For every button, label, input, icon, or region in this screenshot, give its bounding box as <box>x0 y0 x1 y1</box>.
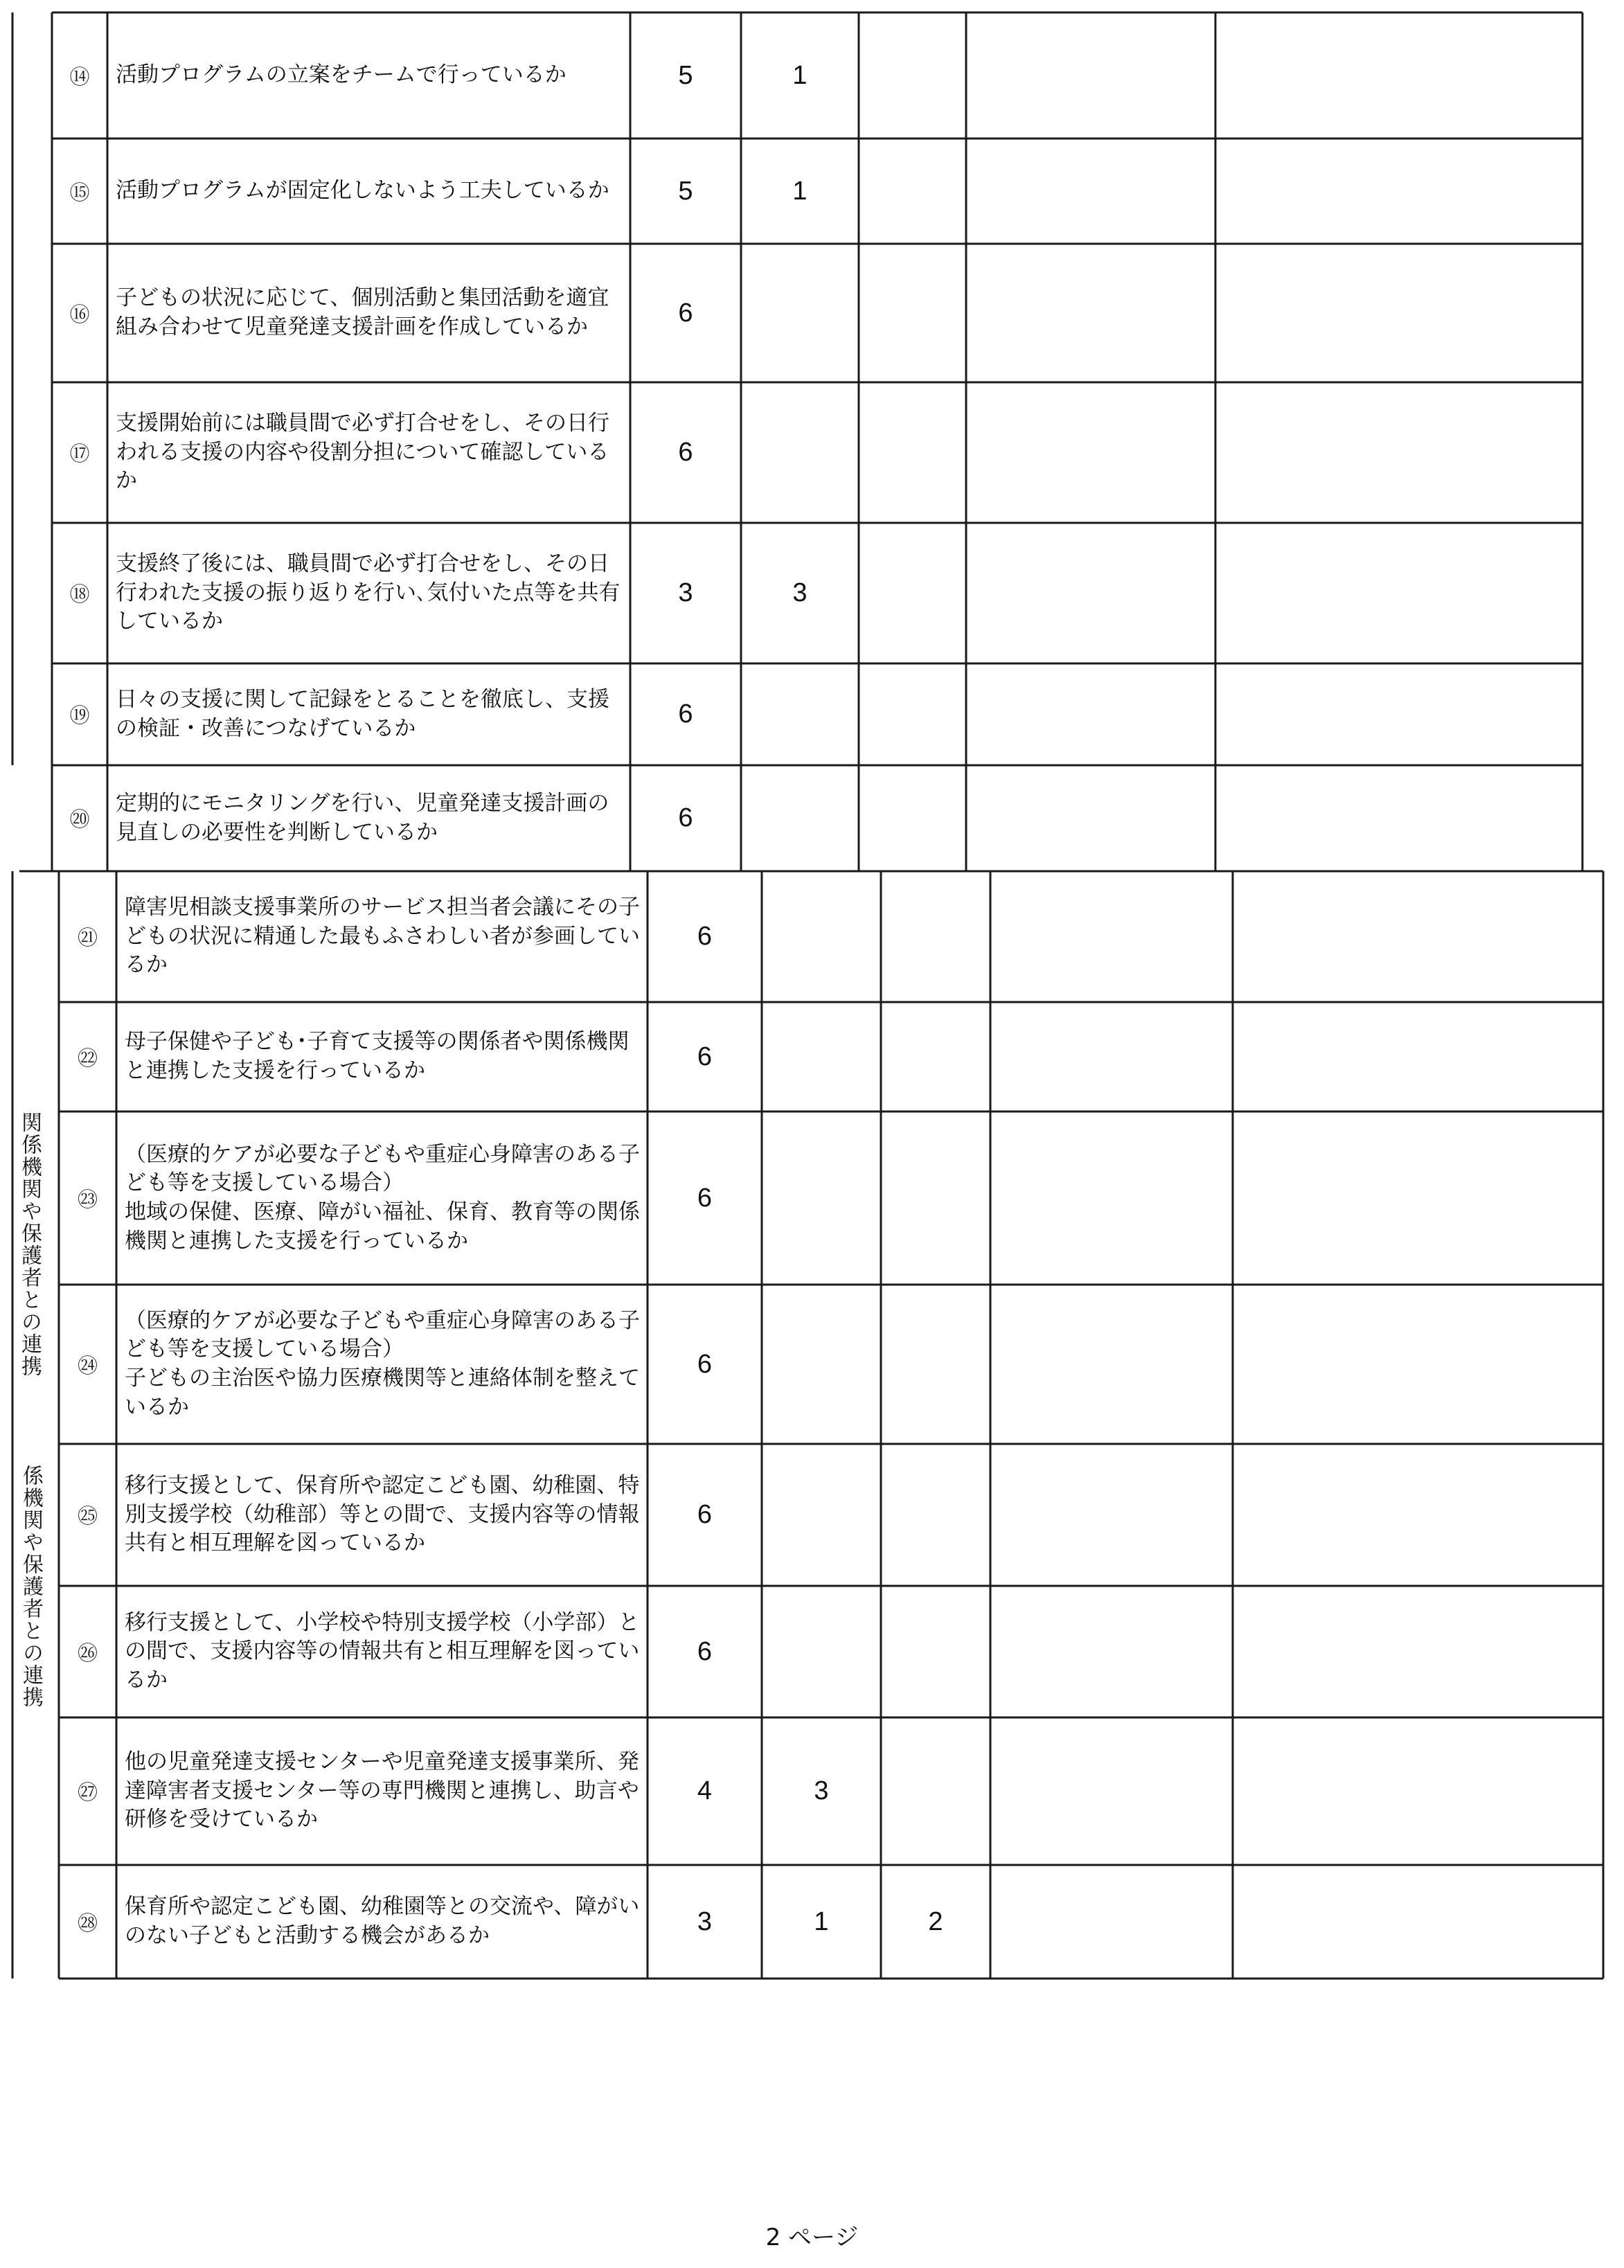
item-question <box>116 1002 648 1111</box>
response-count <box>881 1002 990 1111</box>
response-count <box>1233 1111 1603 1285</box>
item-number: ㉑ <box>77 926 98 949</box>
response-count <box>1233 1002 1603 1111</box>
item-question <box>107 244 630 382</box>
response-count <box>881 1586 990 1717</box>
item-question-text: 定期的にモニタリングを行い、児童発達支援計画の見直しの必要性を判断しているか <box>116 790 609 845</box>
response-count: 6 <box>697 1349 713 1379</box>
response-count <box>1215 12 1582 139</box>
response-count: 6 <box>678 298 693 328</box>
response-count <box>881 1111 990 1285</box>
response-count <box>741 244 859 382</box>
item-number: ㉘ <box>77 1911 98 1935</box>
response-count: 2 <box>928 1907 943 1936</box>
item-number: ⑭ <box>69 64 90 89</box>
response-count <box>990 871 1233 1002</box>
item-number: ⑲ <box>69 704 90 727</box>
response-count <box>966 244 1215 382</box>
response-count <box>990 1586 1233 1717</box>
response-count <box>762 1111 881 1285</box>
item-question <box>107 12 630 139</box>
item-question-text: 移行支援として、保育所や認定こども園、幼稚園、特別支援学校（幼稚部）等との間で、支援内容等の情報共有と相互理解を図っているか <box>125 1473 640 1556</box>
item-question <box>116 1865 648 1979</box>
item-question-text: 活動プログラムの立案をチームで行っているか <box>116 62 566 88</box>
item-question-text: （医療的ケアが必要な子どもや重症心身障害のある子ども等を支援している場合） 地域の保健、医療、障がい福祉、保育、教育等の関係機関と連携した支援を行っているか <box>125 1141 640 1253</box>
page-number: 2 ページ <box>765 2224 859 2251</box>
response-count <box>859 523 966 663</box>
response-count: 3 <box>792 578 807 607</box>
response-count <box>859 244 966 382</box>
response-count <box>859 12 966 139</box>
response-count <box>1215 523 1582 663</box>
response-count <box>966 663 1215 765</box>
response-count <box>859 663 966 765</box>
response-count <box>966 382 1215 523</box>
item-question <box>107 765 630 871</box>
response-count <box>1233 1586 1603 1717</box>
item-number: ㉔ <box>77 1353 98 1377</box>
response-count <box>859 765 966 871</box>
response-count <box>859 382 966 523</box>
item-number: ㉓ <box>77 1187 98 1211</box>
response-count <box>1215 765 1582 871</box>
response-count <box>881 871 990 1002</box>
response-count: 6 <box>678 438 693 467</box>
item-question <box>107 663 630 765</box>
response-count <box>966 523 1215 663</box>
response-count <box>741 382 859 523</box>
response-count: 5 <box>678 60 693 90</box>
response-count <box>1215 382 1582 523</box>
item-question <box>116 871 648 1002</box>
item-question-text: 障害児相談支援事業所のサービス担当者会議にその子どもの状況に精通した最もふさわしい者が参画しているか <box>125 895 640 978</box>
response-count <box>762 871 881 1002</box>
response-count <box>881 1717 990 1865</box>
section-label-lower: 係機関や保護者との連携 <box>19 1465 43 1708</box>
response-count <box>990 1717 1233 1865</box>
response-count <box>881 1285 990 1444</box>
response-count <box>990 1002 1233 1111</box>
response-count: 6 <box>697 1636 713 1666</box>
item-number: ⑰ <box>69 442 90 465</box>
response-count <box>881 1444 990 1586</box>
item-question-text: 支援開始前には職員間で必ず打合せをし、その日行われる支援の内容や役割分担について確認しているか <box>116 411 609 494</box>
response-count: 6 <box>697 922 713 951</box>
item-number: ㉗ <box>77 1780 98 1804</box>
response-count: 6 <box>697 1183 713 1213</box>
response-count <box>1215 244 1582 382</box>
response-count: 6 <box>697 1500 713 1529</box>
response-count: 1 <box>792 176 807 206</box>
response-count <box>741 765 859 871</box>
response-count: 6 <box>697 1042 713 1071</box>
item-question <box>116 1285 648 1444</box>
item-number: ⑳ <box>69 807 90 831</box>
response-count <box>990 1111 1233 1285</box>
response-count: 1 <box>792 60 807 90</box>
response-count <box>1233 871 1603 1002</box>
item-question-text: 母子保健や子ども･子育て支援等の関係者や関係機関と連携した支援を行っているか <box>125 1029 630 1083</box>
response-count: 6 <box>678 699 693 729</box>
response-count <box>762 1586 881 1717</box>
response-count: 3 <box>814 1776 829 1805</box>
response-count: 3 <box>697 1907 713 1936</box>
response-count <box>966 12 1215 139</box>
item-question-text: （医療的ケアが必要な子どもや重症心身障害のある子ども等を支援している場合） 子どもの主治医や協力医療機関等と連絡体制を整えているか <box>125 1307 640 1420</box>
item-question <box>116 1717 648 1865</box>
item-number: ㉕ <box>77 1504 98 1528</box>
item-question-text: 日々の支援に関して記録をとることを徹底し、支援の検証・改善につなげているか <box>116 686 609 741</box>
item-number: ㉒ <box>77 1046 98 1070</box>
item-question <box>107 523 630 663</box>
item-question <box>107 382 630 523</box>
item-number: ⑯ <box>69 302 90 326</box>
response-count <box>990 1444 1233 1586</box>
item-number: ⑮ <box>69 180 90 204</box>
item-question <box>107 139 630 244</box>
item-question-text: 移行支援として、小学校や特別支援学校（小学部）との間で、支援内容等の情報共有と相互理解を図っているか <box>125 1609 640 1693</box>
response-count <box>762 1444 881 1586</box>
response-count <box>762 1002 881 1111</box>
response-count: 4 <box>697 1776 713 1805</box>
response-count: 3 <box>678 578 693 607</box>
response-count <box>762 1285 881 1444</box>
response-count <box>1233 1865 1603 1979</box>
response-count <box>1233 1717 1603 1865</box>
response-count: 6 <box>678 803 693 832</box>
item-number: ㉖ <box>77 1641 98 1665</box>
item-question-text: 保育所や認定こども園、幼稚園等との交流や、障がいのない子どもと活動する機会があるか <box>125 1894 640 1948</box>
response-count <box>966 139 1215 244</box>
item-question-text: 子どもの状況に応じて、個別活動と集団活動を適宜組み合わせて児童発達支援計画を作成しているか <box>116 285 609 339</box>
response-count <box>1215 139 1582 244</box>
item-question <box>116 1111 648 1285</box>
response-count: 1 <box>814 1907 829 1936</box>
response-count <box>1233 1285 1603 1444</box>
item-number: ⑱ <box>69 582 90 606</box>
response-count <box>990 1865 1233 1979</box>
response-count <box>1215 663 1582 765</box>
item-question-text: 支援終了後には、職員間で必ず打合せをし、その日行われた支援の振り返りを行い､気付いた点等を共有しているか <box>116 551 621 634</box>
response-count <box>1233 1444 1603 1586</box>
response-count <box>990 1285 1233 1444</box>
item-question-text: 活動プログラムが固定化しないよう工夫しているか <box>116 178 609 204</box>
item-question-text: 他の児童発達支援センターや児童発達支援事業所、発達障害者支援センター等の専門機関と連携し、助言や研修を受けているか <box>125 1749 639 1832</box>
response-count <box>966 765 1215 871</box>
item-question <box>116 1444 648 1586</box>
response-count <box>741 663 859 765</box>
section-label-upper: 関係機関や保護者との連携 <box>17 1111 42 1377</box>
response-count <box>859 139 966 244</box>
item-question <box>116 1586 648 1717</box>
response-count: 5 <box>678 176 693 206</box>
